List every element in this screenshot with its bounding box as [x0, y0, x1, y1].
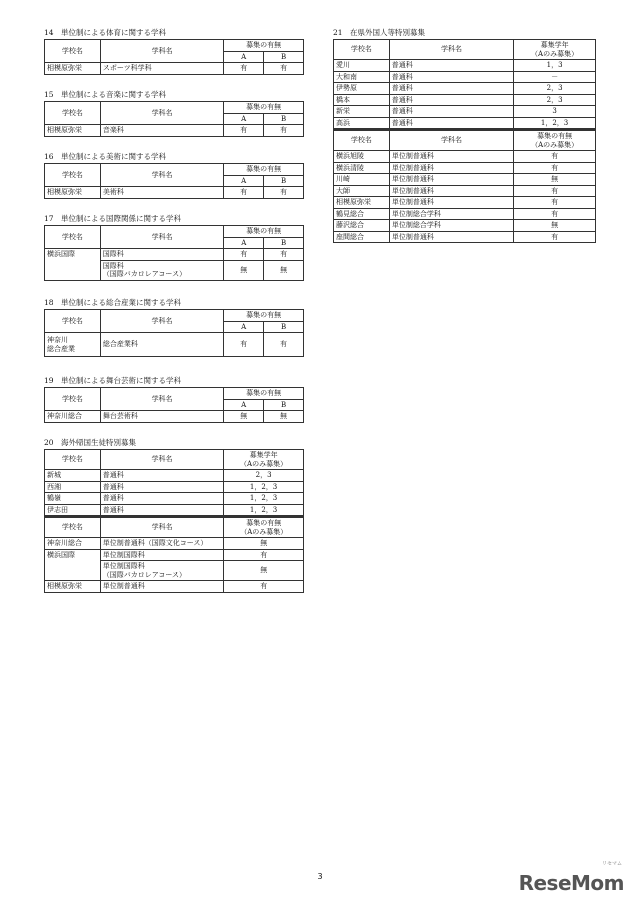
cell-value: － — [514, 71, 596, 83]
header-b: B — [264, 237, 304, 249]
header-a: A — [224, 321, 264, 333]
table-18 — [44, 309, 304, 357]
cell-course: 普通科 — [100, 493, 223, 505]
table-row — [334, 208, 596, 220]
cell-school: 相模原弥栄 — [334, 197, 390, 209]
cell-course: 普通科 — [389, 117, 513, 129]
header-school: 学校名 — [334, 40, 390, 60]
cell-a: 有 — [224, 63, 264, 75]
cell-course: 普通科 — [389, 94, 513, 106]
table-19 — [44, 387, 304, 423]
table-row — [334, 151, 596, 163]
table-row — [45, 63, 304, 75]
cell-value: 有 — [514, 231, 596, 243]
cell-school — [45, 333, 101, 357]
cell-a: 有 — [224, 125, 264, 137]
cell-value: 有 — [224, 581, 304, 593]
header-course: 学科名 — [100, 310, 223, 333]
table-17 — [44, 225, 304, 281]
cell-course: 普通科 — [100, 481, 223, 493]
cell-value: 2，3 — [514, 94, 596, 106]
header-recruit: 募集の有無 — [224, 310, 304, 322]
cell-course: 普通科 — [100, 470, 223, 482]
cell-course: 美術科 — [100, 187, 223, 199]
cell-school: 横浜国際 — [45, 549, 101, 581]
cell-value: 1，2，3 — [224, 481, 304, 493]
header-grade-line-1: 募集学年 — [540, 41, 569, 49]
header-a: A — [224, 113, 264, 125]
course-line-2: （国際バカロレアコース） — [102, 570, 187, 579]
section-20 — [44, 438, 304, 593]
header-course: 学科名 — [100, 40, 223, 63]
section-21 — [333, 28, 596, 243]
cell-course — [100, 260, 224, 280]
cell-course: 普通科 — [389, 60, 513, 72]
cell-value: 2，3 — [514, 83, 596, 95]
header-recruit-line-1: 募集の有無 — [537, 132, 573, 140]
cell-b: 有 — [264, 125, 304, 137]
section-19-title: 19 単位制による舞台芸術に関する学科 — [44, 376, 182, 385]
cell-course: 単位制普通科 — [389, 174, 513, 186]
header-school: 学校名 — [45, 164, 101, 187]
cell-school: 藤沢総合 — [334, 220, 390, 232]
cell-school: 座間総合 — [334, 231, 390, 243]
cell-course: 単位制普通科 — [389, 185, 513, 197]
page-number: 3 — [317, 872, 323, 881]
cell-a: 無 — [224, 260, 264, 280]
cell-course: 舞台芸術科 — [100, 411, 223, 423]
header-grade-line-2: （Aのみ募集） — [240, 459, 288, 468]
header-recruit: 募集の有無 — [224, 226, 304, 238]
table-row — [334, 94, 596, 106]
header-school: 学校名 — [45, 388, 101, 411]
cell-a: 無 — [224, 411, 264, 423]
table-row — [45, 125, 304, 137]
header-b: B — [264, 399, 304, 411]
section-14 — [44, 28, 304, 75]
header-course: 学科名 — [100, 164, 223, 187]
table-row — [334, 174, 596, 186]
table-15 — [44, 101, 304, 137]
cell-value: 1，2，3 — [224, 504, 304, 516]
header-recruit-line-1: 募集の有無 — [246, 519, 282, 527]
cell-course: 普通科 — [389, 71, 513, 83]
cell-school: 神奈川総合 — [45, 411, 101, 423]
header-course: 学科名 — [389, 40, 513, 60]
cell-school: 新栄 — [334, 106, 390, 118]
header-recruit-line-2: （Aのみ募集） — [531, 140, 579, 149]
header-course: 学科名 — [100, 450, 223, 470]
section-16-title: 16 単位制による美術に関する学科 — [44, 152, 167, 161]
table-row — [45, 411, 304, 423]
table-row — [334, 220, 596, 232]
header-a: A — [224, 399, 264, 411]
cell-course: 普通科 — [100, 504, 223, 516]
table-row — [45, 581, 304, 593]
cell-b: 無 — [264, 260, 304, 280]
table-row — [334, 83, 596, 95]
header-a: A — [224, 51, 264, 63]
cell-course: 単位制総合学科 — [389, 220, 513, 232]
cell-school: 新城 — [45, 470, 101, 482]
cell-school: 相模原弥栄 — [45, 63, 101, 75]
header-recruit — [224, 517, 304, 538]
header-school: 学校名 — [45, 517, 101, 538]
cell-course: スポーツ科学科 — [100, 63, 223, 75]
section-16 — [44, 152, 304, 199]
table-row — [45, 538, 304, 550]
cell-value: 有 — [514, 151, 596, 163]
cell-school: 高浜 — [334, 117, 390, 129]
header-course: 学科名 — [100, 102, 223, 125]
table-20-recruit — [44, 516, 304, 593]
section-18 — [44, 298, 304, 357]
cell-value: 1，3 — [514, 60, 596, 72]
cell-school: 神奈川総合 — [45, 538, 101, 550]
header-recruit: 募集の有無 — [224, 40, 304, 52]
cell-course: 総合産業科 — [100, 333, 223, 357]
cell-school: 横浜国際 — [45, 249, 101, 281]
cell-a: 有 — [224, 249, 264, 261]
table-row — [45, 549, 304, 561]
cell-course: 単位制普通科 — [100, 581, 224, 593]
cell-school: 横浜清陵 — [334, 162, 390, 174]
table-row — [334, 162, 596, 174]
table-row — [334, 197, 596, 209]
resemom-logo: ReseMom — [518, 871, 624, 895]
cell-b: 無 — [264, 411, 304, 423]
cell-course: 単位制普通科 — [389, 162, 513, 174]
section-18-title: 18 単位制による総合産業に関する学科 — [44, 298, 182, 307]
table-row — [334, 106, 596, 118]
table-row — [334, 185, 596, 197]
table-row — [334, 117, 596, 129]
cell-course: 国際科 — [100, 249, 224, 261]
cell-course: 単位制国際科 — [100, 549, 224, 561]
cell-value: 有 — [514, 162, 596, 174]
cell-school: 相模原弥栄 — [45, 187, 101, 199]
header-recruit: 募集の有無 — [224, 102, 304, 114]
header-school: 学校名 — [45, 40, 101, 63]
section-21-title: 21 在県外国人等特別募集 — [333, 28, 426, 37]
cell-school: 橋本 — [334, 94, 390, 106]
cell-school: 相模原弥栄 — [45, 581, 101, 593]
section-14-title: 14 単位制による体育に関する学科 — [44, 28, 167, 37]
header-b: B — [264, 113, 304, 125]
cell-school: 鶴見総合 — [334, 208, 390, 220]
cell-school: 西湘 — [45, 481, 101, 493]
header-a: A — [224, 237, 264, 249]
cell-value: 1，2，3 — [224, 493, 304, 505]
cell-school: 伊勢原 — [334, 83, 390, 95]
table-row — [45, 470, 304, 482]
cell-value: 有 — [514, 208, 596, 220]
table-row — [45, 249, 304, 261]
cell-value: 3 — [514, 106, 596, 118]
table-row — [334, 60, 596, 72]
cell-school: 横浜旭陵 — [334, 151, 390, 163]
section-15-title: 15 単位制による音楽に関する学科 — [44, 90, 167, 99]
header-b: B — [264, 51, 304, 63]
header-recruit: 募集の有無 — [224, 388, 304, 400]
section-19 — [44, 376, 304, 423]
school-line-2: 総合産業 — [47, 344, 75, 353]
section-17-title: 17 単位制による国際関係に関する学科 — [44, 214, 182, 223]
header-course: 学科名 — [100, 388, 223, 411]
header-school: 学校名 — [45, 226, 101, 249]
cell-course: 音楽科 — [100, 125, 223, 137]
header-recruit — [514, 130, 596, 151]
cell-school: 大師 — [334, 185, 390, 197]
cell-school: 川崎 — [334, 174, 390, 186]
cell-course: 単位制普通科 — [389, 151, 513, 163]
cell-b: 有 — [264, 187, 304, 199]
cell-course: 普通科 — [389, 83, 513, 95]
cell-value: 有 — [514, 197, 596, 209]
header-recruit: 募集の有無 — [224, 164, 304, 176]
header-school: 学校名 — [45, 450, 101, 470]
cell-school: 伊志田 — [45, 504, 101, 516]
cell-course: 普通科 — [389, 106, 513, 118]
cell-course — [100, 561, 224, 581]
cell-value: 1，2，3 — [514, 117, 596, 129]
cell-value: 2，3 — [224, 470, 304, 482]
table-16 — [44, 163, 304, 199]
cell-value: 無 — [224, 538, 304, 550]
header-a: A — [224, 175, 264, 187]
course-line-1: 国際科 — [102, 261, 124, 270]
cell-course: 単位制総合学科 — [389, 208, 513, 220]
cell-course: 単位制普通科 — [389, 197, 513, 209]
table-row — [45, 493, 304, 505]
course-line-1: 単位制国際科 — [102, 562, 145, 570]
header-school: 学校名 — [45, 310, 101, 333]
table-21-recruit — [333, 129, 596, 243]
table-21-grades — [333, 39, 596, 129]
table-14 — [44, 39, 304, 75]
cell-value: 無 — [224, 561, 304, 581]
cell-course: 単位制普通科（国際文化コース） — [100, 538, 224, 550]
cell-value: 有 — [224, 549, 304, 561]
table-row — [334, 71, 596, 83]
cell-course: 単位制普通科 — [389, 231, 513, 243]
header-b: B — [264, 175, 304, 187]
table-row — [45, 333, 304, 357]
cell-school: 相模原弥栄 — [45, 125, 101, 137]
cell-value: 無 — [514, 220, 596, 232]
cell-value: 無 — [514, 174, 596, 186]
cell-school: 大和南 — [334, 71, 390, 83]
cell-a: 有 — [224, 187, 264, 199]
header-grade-line-1: 募集学年 — [249, 451, 278, 459]
cell-school: 鶴嶺 — [45, 493, 101, 505]
header-school: 学校名 — [45, 102, 101, 125]
header-grade-line-2: （Aのみ募集） — [531, 49, 579, 58]
cell-b: 有 — [264, 63, 304, 75]
section-17 — [44, 214, 304, 281]
header-b: B — [264, 321, 304, 333]
header-recruit-line-2: （Aのみ募集） — [240, 527, 288, 536]
header-school: 学校名 — [334, 130, 390, 151]
cell-b: 有 — [264, 249, 304, 261]
header-course: 学科名 — [100, 517, 224, 538]
header-course: 学科名 — [389, 130, 513, 151]
course-line-2: （国際バカロレアコース） — [102, 270, 187, 278]
school-line-1: 神奈川 — [47, 336, 68, 344]
table-row — [334, 231, 596, 243]
table-row — [45, 481, 304, 493]
table-row — [45, 187, 304, 199]
cell-b: 有 — [264, 333, 304, 357]
cell-value: 有 — [514, 185, 596, 197]
table-20-grades — [44, 449, 304, 516]
header-course: 学科名 — [100, 226, 224, 249]
section-20-title: 20 海外帰国生徒特別募集 — [44, 438, 137, 447]
cell-a: 有 — [224, 333, 264, 357]
header-grade — [224, 450, 304, 470]
cell-school: 愛川 — [334, 60, 390, 72]
logo-kana: リセマム — [602, 861, 622, 867]
header-grade — [514, 40, 596, 60]
table-row — [45, 504, 304, 516]
section-15 — [44, 90, 304, 137]
